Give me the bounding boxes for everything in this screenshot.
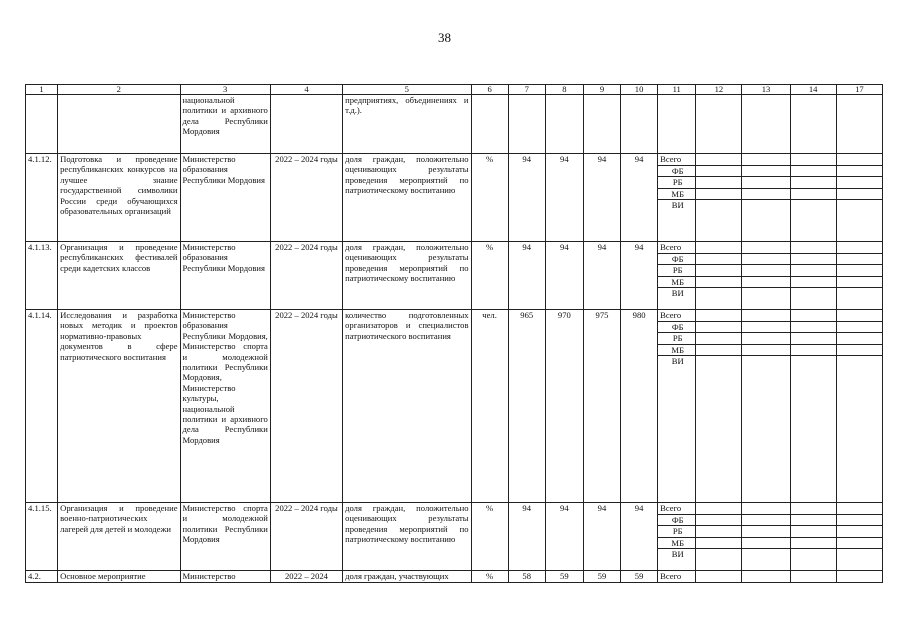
funding-source-label: МБ (658, 345, 695, 357)
funding-source-label: ФБ (658, 166, 695, 178)
executor: Министерство (180, 571, 270, 583)
indicator: доля граждан, положительно оценивающих результаты проведения мероприятий по патриотическому воспитанию (343, 154, 471, 242)
indicator: доля граждан, участвующих (343, 571, 471, 583)
funding-source-label: ФБ (658, 254, 695, 266)
empty-cell (742, 242, 790, 310)
empty-cell (790, 571, 836, 583)
funding-source-label: РБ (658, 333, 695, 345)
empty-cell (742, 503, 790, 571)
funding-source-label: Всего (660, 571, 682, 581)
measure-name: Основное мероприятие (58, 571, 180, 583)
value-2024: 59 (621, 571, 658, 583)
funding-sources (658, 571, 696, 583)
unit: % (471, 242, 508, 310)
unit: чел. (471, 310, 508, 503)
funding-source-label: Всего (658, 242, 695, 254)
empty-cell (742, 154, 790, 242)
empty-cell (790, 154, 836, 242)
value-2021: 94 (508, 503, 545, 571)
header-cell: 9 (583, 85, 620, 95)
header-cell: 5 (343, 85, 471, 95)
funding-source-label: ВИ (671, 549, 684, 559)
funding-source-label: ВИ (671, 288, 684, 298)
empty-cell (790, 95, 836, 154)
empty-cell (836, 242, 882, 310)
value-2024: 94 (621, 154, 658, 242)
value-2023 (583, 95, 620, 154)
value-2023: 94 (583, 503, 620, 571)
value-2022: 970 (545, 310, 583, 503)
empty-cell (836, 95, 882, 154)
empty-cell (790, 242, 836, 310)
empty-cell (742, 571, 790, 583)
period (270, 95, 342, 154)
header-cell: 12 (696, 85, 742, 95)
empty-cell (696, 154, 742, 242)
period: 2022 – 2024 годы (270, 503, 342, 571)
empty-cell (836, 571, 882, 583)
header-cell: 7 (508, 85, 545, 95)
indicator: предприятиях, объединениях и т.д.). (343, 95, 471, 154)
value-2022 (545, 95, 583, 154)
table-row (26, 310, 883, 503)
table-row (26, 95, 883, 154)
empty-cell (836, 503, 882, 571)
empty-cell (696, 310, 742, 503)
empty-cell (790, 310, 836, 503)
empty-cell (696, 503, 742, 571)
header-cell: 8 (545, 85, 583, 95)
row-id: 4.1.13. (26, 242, 58, 310)
period: 2022 – 2024 годы (270, 154, 342, 242)
indicator: доля граждан, положительно оценивающих результаты проведения мероприятий по патриотическому воспитанию (343, 503, 471, 571)
row-id (26, 95, 58, 154)
funding-source-label: ВИ (671, 356, 684, 366)
table-row (26, 242, 883, 310)
header-cell: 1 (26, 85, 58, 95)
funding-sources (658, 310, 696, 503)
value-2021 (508, 95, 545, 154)
funding-sources (658, 154, 696, 242)
period: 2022 – 2024 (270, 571, 342, 583)
value-2023: 59 (583, 571, 620, 583)
executor: Министерство образования Республики Мордовия, Министерство спорта и молодежной политики Республики Мордовия, Министерство культуры, национальной политики и архивного дела Республики Мордовия (180, 310, 270, 503)
header-cell: 2 (58, 85, 180, 95)
value-2021: 94 (508, 242, 545, 310)
empty-cell (836, 154, 882, 242)
header-cell: 10 (621, 85, 658, 95)
funding-source-label: РБ (658, 177, 695, 189)
empty-cell (742, 310, 790, 503)
value-2024: 980 (621, 310, 658, 503)
page-number: 38 (438, 30, 451, 45)
executor: Министерство спорта и молодежной политики Республики Мордовия (180, 503, 270, 571)
funding-source-label: ФБ (658, 322, 695, 334)
table-row (26, 571, 883, 583)
executor: национальной политики и архивного дела Республики Мордовия (180, 95, 270, 154)
value-2023: 975 (583, 310, 620, 503)
funding-source-label: Всего (658, 503, 695, 515)
value-2021: 94 (508, 154, 545, 242)
measure-name: Подготовка и проведение республиканских конкурсов на лучшее знание государственной символики России среди обучающихся образовательных организаций (58, 154, 180, 242)
funding-source-label: ВИ (671, 200, 684, 210)
indicator: количество подготовленных организаторов и специалистов патриотического воспитания (343, 310, 471, 503)
value-2024: 94 (621, 503, 658, 571)
empty-cell (742, 95, 790, 154)
unit: % (471, 571, 508, 583)
value-2023: 94 (583, 242, 620, 310)
period: 2022 – 2024 годы (270, 310, 342, 503)
empty-cell (696, 242, 742, 310)
measure-name: Организация и проведение военно-патриотических лагерей для детей и молодежи (58, 503, 180, 571)
value-2022: 94 (545, 154, 583, 242)
unit: % (471, 503, 508, 571)
table-row (26, 154, 883, 242)
header-cell: 14 (790, 85, 836, 95)
empty-cell (696, 571, 742, 583)
program-table (25, 84, 883, 583)
value-2024 (621, 95, 658, 154)
funding-source-label: Всего (658, 310, 695, 322)
value-2024: 94 (621, 242, 658, 310)
header-cell: 11 (658, 85, 696, 95)
executor: Министерство образования Республики Мордовия (180, 242, 270, 310)
funding-sources (658, 95, 696, 154)
funding-sources (658, 242, 696, 310)
funding-source-label: МБ (658, 538, 695, 550)
funding-source-label: МБ (658, 277, 695, 289)
header-cell: 13 (742, 85, 790, 95)
funding-source-label: МБ (658, 189, 695, 201)
funding-source-label: РБ (658, 526, 695, 538)
funding-source-label: ФБ (658, 515, 695, 527)
header-cell: 17 (836, 85, 882, 95)
measure-name (58, 95, 180, 154)
value-2022: 94 (545, 503, 583, 571)
header-cell: 3 (180, 85, 270, 95)
row-id: 4.2. (26, 571, 58, 583)
table-row (26, 503, 883, 571)
value-2021: 965 (508, 310, 545, 503)
funding-source-label: Всего (658, 154, 695, 166)
indicator: доля граждан, положительно оценивающих результаты проведения мероприятий по патриотическому воспитанию (343, 242, 471, 310)
funding-sources (658, 503, 696, 571)
value-2023: 94 (583, 154, 620, 242)
header-cell: 4 (270, 85, 342, 95)
value-2022: 59 (545, 571, 583, 583)
funding-source-label: РБ (658, 265, 695, 277)
measure-name: Организация и проведение республиканских фестивалей среди кадетских классов (58, 242, 180, 310)
row-id: 4.1.12. (26, 154, 58, 242)
empty-cell (836, 310, 882, 503)
header-cell: 6 (471, 85, 508, 95)
row-id: 4.1.14. (26, 310, 58, 503)
header-row (26, 85, 883, 95)
unit: % (471, 154, 508, 242)
measure-name: Исследования и разработка новых методик и проектов нормативно-правовых документов в сфере патриотического воспитания (58, 310, 180, 503)
value-2022: 94 (545, 242, 583, 310)
unit (471, 95, 508, 154)
empty-cell (696, 95, 742, 154)
executor: Министерство образования Республики Мордовия (180, 154, 270, 242)
period: 2022 – 2024 годы (270, 242, 342, 310)
value-2021: 58 (508, 571, 545, 583)
empty-cell (790, 503, 836, 571)
row-id: 4.1.15. (26, 503, 58, 571)
